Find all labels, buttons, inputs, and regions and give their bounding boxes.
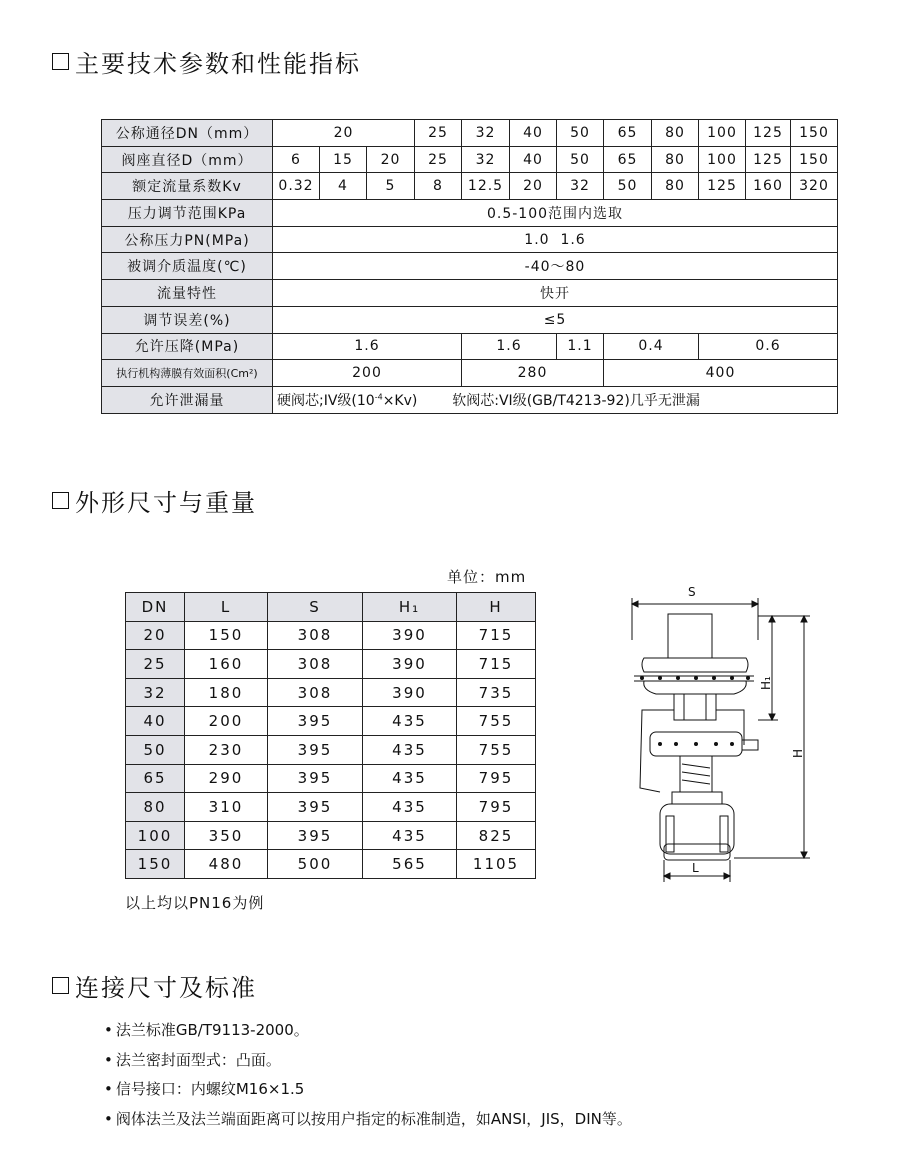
table-cell: 310 — [185, 793, 268, 822]
table-cell: 6 — [273, 146, 320, 173]
table-cell: 150 — [791, 146, 838, 173]
table-cell: 230 — [185, 735, 268, 764]
table-cell: 50 — [557, 146, 604, 173]
section-title: 连接尺寸及标准 — [75, 974, 257, 1002]
table-cell: 12.5 — [462, 173, 510, 200]
table-cell: 390 — [363, 678, 457, 707]
list-item: • 法兰标准GB/T9113-2000。 — [104, 1016, 632, 1046]
table-cell: 755 — [457, 707, 536, 736]
table-cell: 5 — [367, 173, 415, 200]
section-heading-connection — [52, 968, 257, 1003]
list-item: • 法兰密封面型式：凸面。 — [104, 1046, 632, 1076]
table-cell: 755 — [457, 735, 536, 764]
table-cell: 快开 — [273, 280, 838, 307]
table-cell: 50 — [126, 735, 185, 764]
row-label: 公称压力PN(MPa) — [102, 226, 273, 253]
table-cell: 0.32 — [273, 173, 320, 200]
table-cell: 435 — [363, 793, 457, 822]
table-cell: 65 — [604, 120, 652, 147]
section-title: 外形尺寸与重量 — [75, 489, 257, 517]
column-header: H₁ — [363, 593, 457, 622]
section-title: 主要技术参数和性能指标 — [75, 50, 361, 78]
table-cell: 435 — [363, 735, 457, 764]
table-cell: 1.6 — [462, 333, 557, 360]
table-cell: 395 — [268, 821, 363, 850]
table-cell: 308 — [268, 621, 363, 650]
table-cell: 735 — [457, 678, 536, 707]
table-cell: 308 — [268, 678, 363, 707]
dimension-table — [125, 592, 536, 879]
table-cell: 180 — [185, 678, 268, 707]
table-cell: 795 — [457, 793, 536, 822]
table-cell: 20 — [126, 621, 185, 650]
table-cell: 125 — [699, 173, 746, 200]
table-cell: 25 — [126, 650, 185, 679]
label-h: H — [791, 748, 805, 758]
table-cell: 32 — [557, 173, 604, 200]
connection-standards-list — [104, 1016, 632, 1134]
column-header: S — [268, 593, 363, 622]
table-cell: 50 — [557, 120, 604, 147]
table-cell: 25 — [415, 120, 462, 147]
table-cell: 32 — [462, 146, 510, 173]
valve-dimension-drawing — [620, 580, 860, 890]
column-header: H — [457, 593, 536, 622]
table-cell: 80 — [652, 120, 699, 147]
spec-table — [101, 119, 838, 414]
table-row — [102, 253, 838, 280]
table-row — [102, 146, 838, 173]
column-header: DN — [126, 593, 185, 622]
table-cell: 20 — [510, 173, 557, 200]
diaphragm-upper — [642, 658, 748, 672]
table-cell: 395 — [268, 735, 363, 764]
table-cell: 65 — [604, 146, 652, 173]
row-label: 被调介质温度(℃) — [102, 253, 273, 280]
table-row — [102, 360, 838, 387]
table-cell: 1.6 — [273, 333, 462, 360]
list-item: • 阀体法兰及法兰端面距离可以按用户指定的标准制造，如ANSI，JIS，DIN等。 — [104, 1105, 632, 1135]
section-heading-dims — [52, 483, 257, 518]
table-cell: 1.0 1.6 — [273, 226, 838, 253]
checkbox-square-icon — [52, 53, 69, 70]
row-label: 阀座直径D（mm） — [102, 146, 273, 173]
list-item: • 信号接口：内螺纹M16×1.5 — [104, 1075, 632, 1105]
table-cell: 125 — [746, 120, 791, 147]
table-cell: 1.1 — [557, 333, 604, 360]
table-row — [102, 333, 838, 360]
row-label: 允许压降(MPa) — [102, 333, 273, 360]
table-cell: 160 — [185, 650, 268, 679]
table-cell: 435 — [363, 821, 457, 850]
table-cell: 80 — [652, 146, 699, 173]
table-cell: 150 — [126, 850, 185, 879]
table-cell: 280 — [462, 360, 604, 387]
hard-core-text-end: ×Kv) — [382, 392, 418, 409]
table-cell: 715 — [457, 650, 536, 679]
label-h1: H₁ — [759, 676, 773, 690]
row-label: 调节误差(%) — [102, 306, 273, 333]
table-cell: 40 — [126, 707, 185, 736]
unit-label: 单位：mm — [447, 568, 527, 586]
hard-core-text: 硬阀芯;IV级(10 — [277, 392, 375, 409]
table-cell: 100 — [699, 120, 746, 147]
table-cell: 795 — [457, 764, 536, 793]
table-cell: 435 — [363, 707, 457, 736]
checkbox-square-icon — [52, 977, 69, 994]
table-cell: 480 — [185, 850, 268, 879]
table-row — [102, 280, 838, 307]
table-row — [102, 386, 838, 413]
table-cell: ≤5 — [273, 306, 838, 333]
table-cell: 4 — [320, 173, 367, 200]
table-cell: 395 — [268, 707, 363, 736]
signal-tube — [640, 710, 674, 792]
table-cell: 308 — [268, 650, 363, 679]
table-cell: 125 — [746, 146, 791, 173]
valve-body — [660, 804, 734, 854]
table-cell: 0.5-100范围内选取 — [273, 200, 838, 227]
table-cell: 290 — [185, 764, 268, 793]
label-l: L — [692, 861, 699, 875]
checkbox-square-icon — [52, 492, 69, 509]
table-row — [102, 226, 838, 253]
table-cell: 390 — [363, 650, 457, 679]
table-cell: 100 — [699, 146, 746, 173]
table-cell: 100 — [126, 821, 185, 850]
table-cell: 200 — [185, 707, 268, 736]
table-cell: 0.4 — [604, 333, 699, 360]
table-cell: 150 — [791, 120, 838, 147]
table-cell: 40 — [510, 146, 557, 173]
table-cell: 0.6 — [699, 333, 838, 360]
table-row — [126, 707, 536, 736]
column-header: L — [185, 593, 268, 622]
table-cell: 20 — [367, 146, 415, 173]
table-row — [126, 850, 536, 879]
table-cell: 160 — [746, 173, 791, 200]
row-label: 压力调节范围KPa — [102, 200, 273, 227]
row-label: 执行机构薄膜有效面积(Cm²) — [102, 360, 273, 387]
table-row — [126, 821, 536, 850]
table-cell: 32 — [126, 678, 185, 707]
table-cell: 200 — [273, 360, 462, 387]
table-cell: 565 — [363, 850, 457, 879]
diaphragm-lower — [644, 681, 747, 694]
table-row — [126, 764, 536, 793]
table-cell: 32 — [462, 120, 510, 147]
leakage-cell — [273, 386, 838, 413]
row-label: 流量特性 — [102, 280, 273, 307]
table-cell: 395 — [268, 764, 363, 793]
table-cell: 20 — [273, 120, 415, 147]
row-label: 允许泄漏量 — [102, 386, 273, 413]
table-cell: 65 — [126, 764, 185, 793]
table-cell: -40～80 — [273, 253, 838, 280]
actuator-cylinder — [668, 614, 712, 658]
exponent: -4 — [374, 392, 383, 402]
table-cell: 500 — [268, 850, 363, 879]
table-cell: 8 — [415, 173, 462, 200]
table-cell: 350 — [185, 821, 268, 850]
table-cell: 395 — [268, 793, 363, 822]
table-note: 以上均以PN16为例 — [125, 894, 265, 912]
table-cell: 80 — [652, 173, 699, 200]
table-row — [126, 793, 536, 822]
table-row — [126, 735, 536, 764]
section-heading-specs — [52, 44, 361, 79]
row-label: 公称通径DN（mm） — [102, 120, 273, 147]
table-cell: 400 — [604, 360, 838, 387]
table-cell: 435 — [363, 764, 457, 793]
table-cell: 80 — [126, 793, 185, 822]
table-row — [102, 173, 838, 200]
table-header-row — [126, 593, 536, 622]
table-cell: 320 — [791, 173, 838, 200]
table-row — [102, 200, 838, 227]
table-row — [126, 621, 536, 650]
table-cell: 40 — [510, 120, 557, 147]
soft-core-text: 软阀芯:VI级(GB/T4213-92)几乎无泄漏 — [452, 392, 700, 409]
table-cell: 825 — [457, 821, 536, 850]
table-cell: 390 — [363, 621, 457, 650]
table-cell: 25 — [415, 146, 462, 173]
table-row — [126, 650, 536, 679]
table-cell: 150 — [185, 621, 268, 650]
table-cell: 15 — [320, 146, 367, 173]
table-cell: 50 — [604, 173, 652, 200]
row-label: 额定流量系数Kv — [102, 173, 273, 200]
table-row — [102, 120, 838, 147]
table-row — [126, 678, 536, 707]
label-s: S — [688, 585, 696, 599]
table-cell: 715 — [457, 621, 536, 650]
table-row — [102, 306, 838, 333]
table-cell: 1105 — [457, 850, 536, 879]
